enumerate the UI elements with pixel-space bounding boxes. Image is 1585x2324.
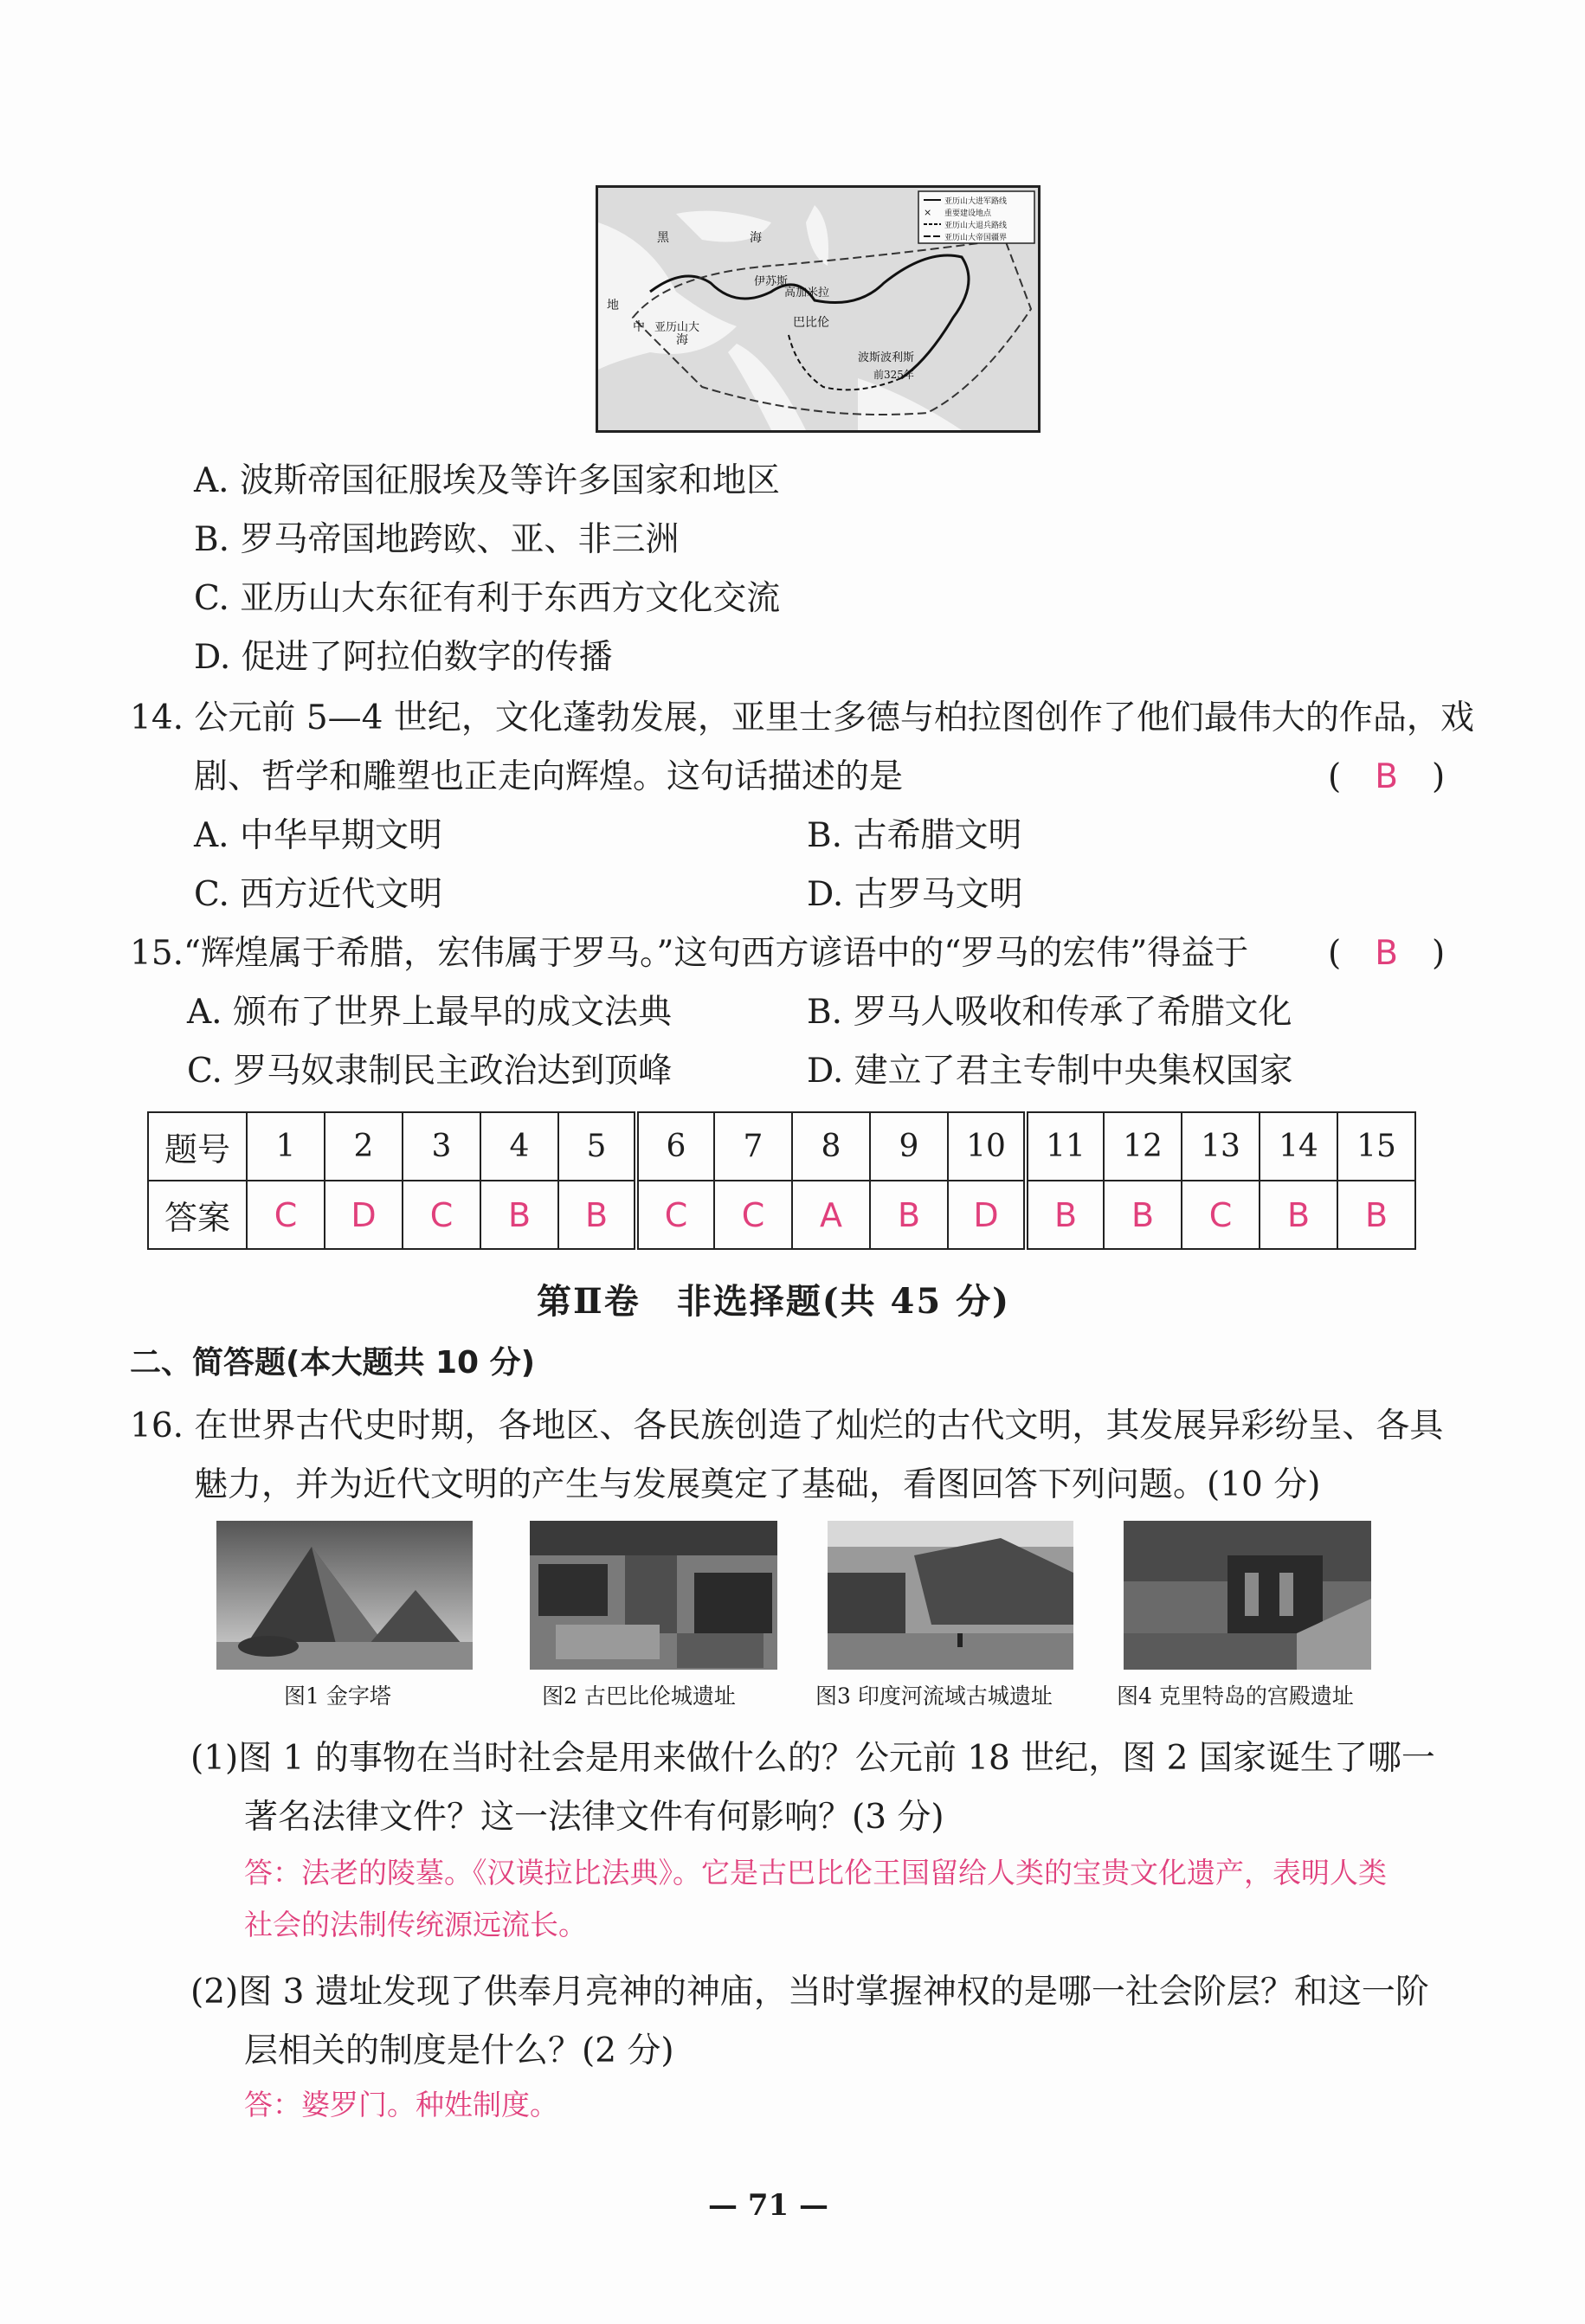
table-cell-answer: B [480, 1181, 558, 1249]
q14-option-a: A. 中华早期文明 [194, 816, 442, 855]
table-cell-number: 12 [1104, 1112, 1182, 1181]
q16-part1-line2: 著名法律文件？这一法律文件有何影响？(3 分) [244, 1798, 944, 1837]
section-subtitle: 二、简答题(本大题共 10 分) [130, 1345, 536, 1381]
q16-stem-line2: 魅力，并为近代文明的产生与发展奠定了基础，看图回答下列问题。(10 分) [194, 1465, 1321, 1504]
table-cell-number: 10 [948, 1112, 1026, 1181]
map-label: 海 [676, 333, 688, 347]
svg-text:×: × [924, 207, 932, 218]
photo-crete-palace [1124, 1521, 1371, 1670]
table-cell-answer: A [792, 1181, 870, 1249]
table-cell-answer: C [1182, 1181, 1260, 1249]
q15-option-d: D. 建立了君主专制中央集权国家 [807, 1052, 1293, 1091]
table-cell-answer: D [325, 1181, 403, 1249]
answer-table [147, 1111, 1416, 1250]
photo-babylon-ruins [530, 1521, 777, 1670]
q16-stem-line1: 16. 在世界古代史时期，各地区、各民族创造了灿烂的古代文明，其发展异彩纷呈、各具 [130, 1407, 1444, 1445]
caption-fig2: 图2 古巴比伦城遗址 [542, 1683, 736, 1709]
table-cell-number: 3 [403, 1112, 480, 1181]
table-cell-number: 1 [247, 1112, 325, 1181]
table-cell-number: 7 [714, 1112, 792, 1181]
table-cell-number: 14 [1260, 1112, 1337, 1181]
q14-option-d: D. 古罗马文明 [807, 875, 1023, 914]
q15-answer: B [1375, 934, 1398, 973]
q14-stem-line1: 14. 公元前 5—4 世纪，文化蓬勃发展，亚里士多德与柏拉图创作了他们最伟大的作品，戏 [130, 698, 1474, 737]
map-figure [596, 185, 1041, 433]
q14-answer: B [1375, 757, 1398, 796]
table-cell-answer: B [558, 1181, 636, 1249]
caption-fig3: 图3 印度河流域古城遗址 [815, 1683, 1053, 1709]
q13-option-b: B. 罗马帝国地跨欧、亚、非三洲 [194, 520, 680, 559]
alexander-campaign-map [598, 188, 1038, 430]
table-cell-number: 4 [480, 1112, 558, 1181]
q15-answer-bracket: ( B ) [1328, 934, 1446, 973]
q13-option-a: A. 波斯帝国征服埃及等许多国家和地区 [194, 461, 780, 500]
table-cell-answer: B [1026, 1181, 1104, 1249]
q15-option-c: C. 罗马奴隶制民主政治达到顶峰 [187, 1052, 673, 1091]
table-cell-number: 9 [870, 1112, 948, 1181]
map-label: 海 [750, 231, 762, 245]
q14-answer-bracket: ( B ) [1328, 757, 1446, 796]
table-cell-answer: B [870, 1181, 948, 1249]
section-title: 第Ⅱ卷 非选择题(共 45 分) [537, 1281, 1011, 1322]
legend-retreat: 亚历山大退兵路线 [944, 222, 1008, 230]
legend-border: 亚历山大帝国疆界 [944, 234, 1008, 242]
q16-answer1-line1: 答：法老的陵墓。《汉谟拉比法典》。它是古巴比伦王国留给人类的宝贵文化遗产，表明人类 [244, 1856, 1387, 1889]
map-label: 中 [633, 320, 645, 334]
legend-site: 重要建设地点 [944, 209, 992, 218]
table-label-answer: 答案 [148, 1181, 247, 1249]
table-cell-answer: C [247, 1181, 325, 1249]
caption-fig1: 图1 金字塔 [284, 1683, 391, 1709]
table-cell-number: 2 [325, 1112, 403, 1181]
q15-stem: 15.“辉煌属于希腊，宏伟属于罗马。”这句西方谚语中的“罗马的宏伟”得益于 [130, 934, 1249, 973]
q16-answer1-line2: 社会的法制传统源远流长。 [244, 1908, 587, 1941]
photo-indus-ruins [828, 1521, 1073, 1670]
map-label-persepolis: 波斯波利斯 [858, 351, 915, 364]
q16-answer2: 答：婆罗门。种姓制度。 [244, 2088, 558, 2121]
q16-part2-line1: (2)图 3 遗址发现了供奉月亮神的神庙，当时掌握神权的是哪一社会阶层？和这一阶 [190, 1973, 1429, 2012]
table-row-answers [148, 1181, 1415, 1249]
map-label-issus: 伊苏斯 [754, 275, 789, 288]
legend-route: 亚历山大进军路线 [944, 197, 1008, 206]
table-cell-answer: B [1337, 1181, 1415, 1249]
table-cell-answer: D [948, 1181, 1026, 1249]
map-label-gaugamela: 高加米拉 [784, 286, 830, 299]
table-cell-answer: B [1260, 1181, 1337, 1249]
map-label-325bc: 前325年 [873, 369, 914, 381]
q13-option-c: C. 亚历山大东征有利于东西方文化交流 [194, 579, 781, 618]
table-cell-number: 15 [1337, 1112, 1415, 1181]
map-label-babylon: 巴比伦 [793, 316, 829, 330]
table-cell-answer: C [714, 1181, 792, 1249]
table-cell-number: 11 [1026, 1112, 1104, 1181]
caption-fig4: 图4 克里特岛的宫殿遗址 [1117, 1683, 1354, 1709]
map-label: 黑 [657, 231, 669, 245]
q14-stem-line2: 剧、哲学和雕塑也正走向辉煌。这句话描述的是 [194, 757, 904, 796]
q14-option-c: C. 西方近代文明 [194, 875, 443, 914]
table-row-numbers [148, 1112, 1415, 1181]
table-label-number: 题号 [148, 1112, 247, 1181]
photo-pyramid [216, 1521, 473, 1670]
q15-option-a: A. 颁布了世界上最早的成文法典 [187, 993, 672, 1032]
map-label: 地 [607, 299, 619, 312]
q14-option-b: B. 古希腊文明 [807, 816, 1022, 855]
table-cell-number: 5 [558, 1112, 636, 1181]
table-cell-answer: C [636, 1181, 714, 1249]
table-cell-number: 6 [636, 1112, 714, 1181]
map-label-alexandria: 亚历山大 [654, 321, 700, 334]
table-cell-number: 8 [792, 1112, 870, 1181]
table-cell-answer: B [1104, 1181, 1182, 1249]
table-cell-answer: C [403, 1181, 480, 1249]
q15-option-b: B. 罗马人吸收和传承了希腊文化 [807, 993, 1292, 1032]
q16-part2-line2: 层相关的制度是什么？(2 分) [244, 2031, 674, 2070]
table-cell-number: 13 [1182, 1112, 1260, 1181]
page-number: — 71 — [708, 2188, 828, 2223]
q16-part1-line1: (1)图 1 的事物在当时社会是用来做什么的？公元前 18 世纪，图 2 国家诞生了哪一 [190, 1739, 1435, 1778]
q13-option-d: D. 促进了阿拉伯数字的传播 [194, 638, 613, 677]
